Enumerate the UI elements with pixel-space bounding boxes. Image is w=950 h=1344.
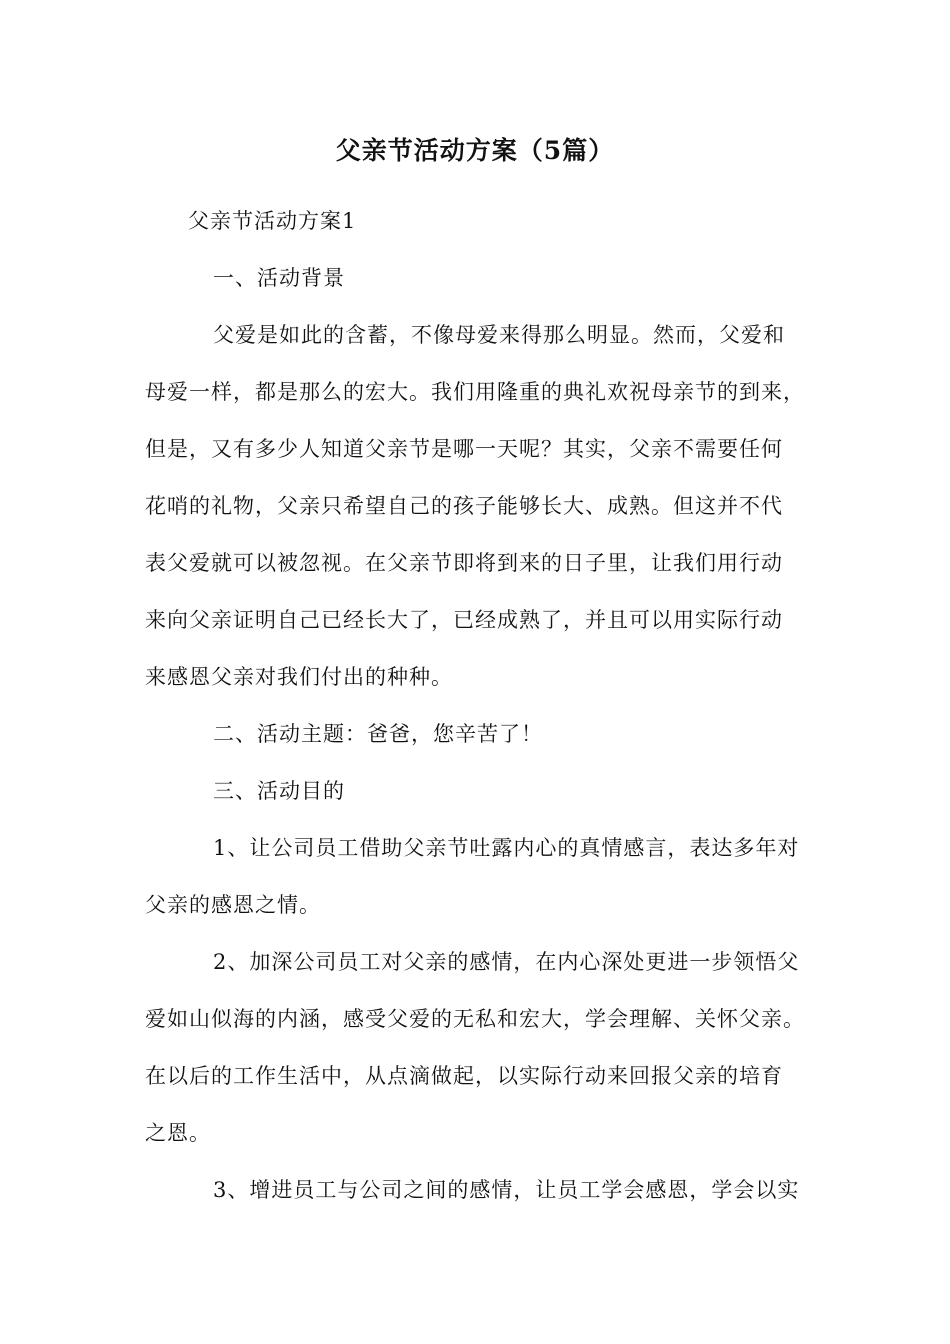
list-item-3-line: 3、增进员工与公司之间的感情，让员工学会感恩，学会以实	[213, 1178, 800, 1202]
heading-purpose: 三、活动目的	[213, 779, 345, 803]
paragraph-line: 但是，又有多少人知道父亲节是哪一天呢？其实，父亲不需要任何	[145, 437, 783, 461]
heading-background: 一、活动背景	[213, 266, 345, 290]
list-item-1-line: 父亲的感恩之情。	[145, 893, 321, 917]
paragraph-line: 来向父亲证明自己已经长大了，已经成熟了，并且可以用实际行动	[145, 608, 783, 632]
paragraph-line: 表父爱就可以被忽视。在父亲节即将到来的日子里，让我们用行动	[145, 551, 783, 575]
paragraph-line: 花哨的礼物，父亲只希望自己的孩子能够长大、成熟。但这并不代	[145, 494, 783, 518]
list-item-2-line: 在以后的工作生活中，从点滴做起，以实际行动来回报父亲的培育	[145, 1064, 783, 1088]
list-item-1-line: 1、让公司员工借助父亲节吐露内心的真情感言，表达多年对	[213, 836, 800, 860]
section-heading: 父亲节活动方案1	[188, 209, 357, 233]
list-item-2-line: 2、加深公司员工对父亲的感情，在内心深处更进一步领悟父	[213, 950, 800, 974]
paragraph-line: 来感恩父亲对我们付出的种种。	[145, 665, 453, 689]
paragraph-line: 父爱是如此的含蓄，不像母爱来得那么明显。然而，父爱和	[213, 323, 785, 347]
list-item-2-line: 爱如山似海的内涵，感受父爱的无私和宏大，学会理解、关怀父亲。	[145, 1007, 805, 1031]
heading-theme: 二、活动主题：爸爸，您辛苦了！	[213, 722, 543, 746]
document-title: 父亲节活动方案（5篇）	[335, 136, 615, 165]
list-item-2-line: 之恩。	[145, 1121, 211, 1145]
paragraph-line: 母爱一样，都是那么的宏大。我们用隆重的典礼欢祝母亲节的到来，	[145, 380, 805, 404]
